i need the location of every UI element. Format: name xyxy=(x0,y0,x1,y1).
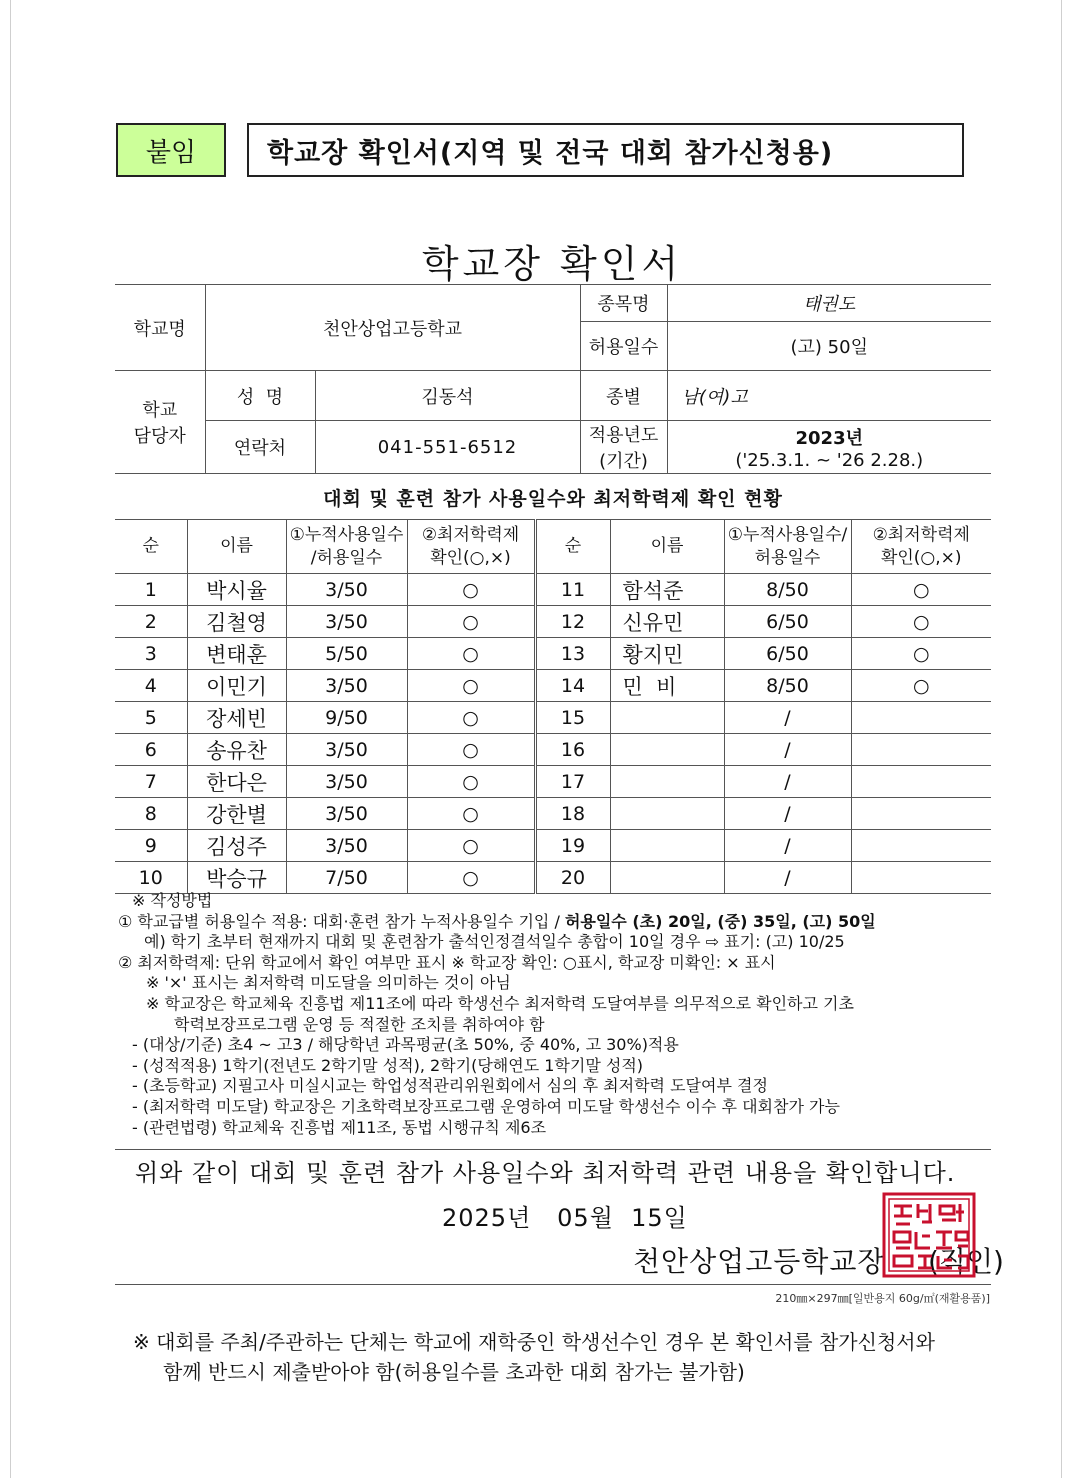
table-row xyxy=(115,670,991,702)
academic-check: ○ xyxy=(407,830,535,862)
confirm-statement: 위와 같이 대회 및 훈련 참가 사용일수와 최저학력 관련 내용을 확인합니다. xyxy=(135,1159,956,1187)
school-label: 학교명 xyxy=(115,285,205,371)
academic-check: ○ xyxy=(851,670,991,702)
academic-check: ○ xyxy=(407,606,535,638)
athlete-name xyxy=(610,862,724,894)
divider-top xyxy=(115,1149,991,1150)
academic-check: ○ xyxy=(407,862,535,894)
footer-line1: ※ 대회를 주최/주관하는 단체는 학교에 재학중인 학생선수인 경우 본 확인서를 참가신청서와 xyxy=(133,1330,935,1354)
notes-heading: ※ 작성방법 xyxy=(132,891,213,910)
academic-check: ○ xyxy=(407,766,535,798)
usage-days: / xyxy=(724,734,851,766)
row-number: 6 xyxy=(115,734,187,766)
athlete-name: 박승규 xyxy=(187,862,286,894)
athlete-name: 한다은 xyxy=(187,766,286,798)
row-number: 10 xyxy=(115,862,187,894)
note-1 xyxy=(118,912,998,933)
contact-value: 041-551-6512 xyxy=(315,421,580,474)
athlete-name: 신유민 xyxy=(610,606,724,638)
table-row xyxy=(115,766,991,798)
academic-check: ○ xyxy=(851,574,991,606)
year-label-line1: 적용년도 xyxy=(588,425,659,446)
col-usage-line2: /허용일수 xyxy=(310,547,383,568)
athlete-name: 함석준 xyxy=(610,574,724,606)
note-2: ② 최저학력제: 단위 학교에서 확인 여부만 표시 ※ 학교장 확인: ○표시, 학교장 미확인: × 표시 xyxy=(118,952,776,972)
name-label: 성 명 xyxy=(205,371,315,421)
academic-check xyxy=(851,862,991,894)
athlete-name: 강한별 xyxy=(187,798,286,830)
academic-check xyxy=(851,702,991,734)
info-table xyxy=(115,284,991,474)
row-number: 4 xyxy=(115,670,187,702)
official-seal-icon xyxy=(882,1192,976,1278)
usage-days: / xyxy=(724,702,851,734)
academic-check xyxy=(851,830,991,862)
usage-days: 3/50 xyxy=(286,670,407,702)
athlete-name xyxy=(610,830,724,862)
allowed-label: 허용일수 xyxy=(580,322,667,371)
athlete-name: 김성주 xyxy=(187,830,286,862)
academic-check: ○ xyxy=(407,798,535,830)
footer-note xyxy=(133,1327,935,1387)
issue-date: 2025년 05월 15일 xyxy=(442,1204,688,1232)
sport-value: 태권도 xyxy=(667,285,991,322)
row-number: 3 xyxy=(115,638,187,670)
table-row xyxy=(115,702,991,734)
athlete-name: 송유찬 xyxy=(187,734,286,766)
usage-days: 3/50 xyxy=(286,766,407,798)
note-1-bold: 허용일수 (초) 20일, (중) 35일, (고) 50일 xyxy=(564,911,876,931)
paper-spec: 210㎜×297㎜[일반용지 60g/㎡(재활용품)] xyxy=(775,1292,990,1305)
seal-note: (직인) xyxy=(928,1245,1004,1278)
usage-days: 3/50 xyxy=(286,830,407,862)
note-dash-1: - (대상/기준) 초4 ~ 고3 / 해당학년 과목평균(초 50%, 중 40%, 고 30%)적용 xyxy=(132,1035,679,1055)
table-row xyxy=(115,574,991,606)
academic-check: ○ xyxy=(407,734,535,766)
athlete-name xyxy=(610,702,724,734)
row-number: 1 xyxy=(115,574,187,606)
athlete-name xyxy=(610,734,724,766)
col-usage-right-line1: ①누적사용일수/ xyxy=(727,524,848,545)
athlete-name: 장세빈 xyxy=(187,702,286,734)
note-dash-3: - (초등학교) 지필고사 미실시교는 학업성적관리위원회에서 심의 후 최저학력 도달여부 결정 xyxy=(132,1076,768,1096)
table-row xyxy=(115,734,991,766)
usage-days: 6/50 xyxy=(724,606,851,638)
year-label-line2: (기간) xyxy=(599,451,648,472)
athlete-name xyxy=(610,798,724,830)
gender-label: 종별 xyxy=(580,371,667,421)
athlete-name: 민 비 xyxy=(610,670,724,702)
col-name: 이름 xyxy=(187,520,286,574)
col-check-line1: ②최저학력제 xyxy=(421,524,520,545)
usage-days: / xyxy=(724,862,851,894)
footer-line2: 함께 반드시 제출받아야 함(허용일수를 초과한 대회 참가는 불가함) xyxy=(163,1360,745,1384)
col-usage-right xyxy=(724,520,851,574)
note-2-sub2-cont: 학력보장프로그램 운영 등 적절한 조치를 취하여야 함 xyxy=(174,1014,545,1034)
table-row xyxy=(115,638,991,670)
table-row xyxy=(115,830,991,862)
academic-check: ○ xyxy=(851,606,991,638)
school-name: 천안상업고등학교 xyxy=(205,285,580,371)
manager-label-line2: 담당자 xyxy=(133,426,186,447)
academic-check: ○ xyxy=(407,702,535,734)
usage-days: / xyxy=(724,766,851,798)
note-dash-4: - (최저학력 미도달) 학교장은 기초학력보장프로그램 운영하여 미도달 학생선수 이수 후 대회참가 가능 xyxy=(132,1096,840,1116)
col-check xyxy=(407,520,535,574)
usage-days: 3/50 xyxy=(286,574,407,606)
period: ('25.3.1. ~ '26 2.28.) xyxy=(735,449,924,471)
row-number: 8 xyxy=(115,798,187,830)
year: 2023년 xyxy=(795,427,863,449)
instructions xyxy=(118,891,998,1138)
col-check-right-line2: 확인(○,×) xyxy=(880,547,962,568)
row-number: 9 xyxy=(115,830,187,862)
usage-days: / xyxy=(724,798,851,830)
table-header-row xyxy=(115,520,991,574)
attachment-tag: 붙임 xyxy=(116,123,226,177)
col-usage xyxy=(286,520,407,574)
usage-days: 3/50 xyxy=(286,734,407,766)
note-dash-2: - (성적적용) 1학기(전년도 2학기말 성적), 2학기(당해연도 1학기말 성적) xyxy=(132,1055,644,1075)
usage-days: 3/50 xyxy=(286,798,407,830)
document-title: 학교장 확인서 xyxy=(421,242,683,286)
usage-days: 5/50 xyxy=(286,638,407,670)
table-row xyxy=(115,798,991,830)
table-row xyxy=(115,862,991,894)
col-name-right: 이름 xyxy=(610,520,724,574)
row-number: 12 xyxy=(535,606,610,638)
usage-days: 8/50 xyxy=(724,574,851,606)
gender-value: 남(여)고 xyxy=(667,371,991,421)
row-number: 16 xyxy=(535,734,610,766)
athlete-name: 황지민 xyxy=(610,638,724,670)
section-title: 대회 및 훈련 참가 사용일수와 최저학력제 확인 현황 xyxy=(323,488,783,510)
row-number: 7 xyxy=(115,766,187,798)
col-no-right: 순 xyxy=(535,520,610,574)
academic-check xyxy=(851,798,991,830)
row-number: 19 xyxy=(535,830,610,862)
note-example: 예) 학기 초부터 현재까지 대회 및 훈련참가 출석인정결석일수 총합이 10일 경우 ⇨ 표기: (고) 10/25 xyxy=(144,932,845,952)
contact-label: 연락처 xyxy=(205,421,315,474)
row-number: 5 xyxy=(115,702,187,734)
usage-days: 6/50 xyxy=(724,638,851,670)
academic-check xyxy=(851,766,991,798)
athlete-name: 변태훈 xyxy=(187,638,286,670)
allowed-value: (고) 50일 xyxy=(667,322,991,371)
row-number: 14 xyxy=(535,670,610,702)
row-number: 11 xyxy=(535,574,610,606)
sport-label: 종목명 xyxy=(580,285,667,322)
header-title: 학교장 확인서(지역 및 전국 대회 참가신청용) xyxy=(247,123,964,177)
athlete-name xyxy=(610,766,724,798)
usage-days: / xyxy=(724,830,851,862)
col-usage-line1: ①누적사용일수 xyxy=(289,524,404,545)
manager-label-line1: 학교 xyxy=(142,400,178,421)
row-number: 17 xyxy=(535,766,610,798)
note-2-sub1: ※ '×' 표시는 최저학력 미도달을 의미하는 것이 아님 xyxy=(146,973,511,993)
col-usage-right-line2: 허용일수 xyxy=(754,547,821,568)
manager-label xyxy=(115,371,205,474)
usage-days: 7/50 xyxy=(286,862,407,894)
note-1-text: ① 학교급별 허용일수 적용: 대회·훈련 참가 누적사용일수 기입 / xyxy=(118,911,565,931)
usage-days: 9/50 xyxy=(286,702,407,734)
usage-days: 8/50 xyxy=(724,670,851,702)
usage-days: 3/50 xyxy=(286,606,407,638)
row-number: 15 xyxy=(535,702,610,734)
col-check-right xyxy=(851,520,991,574)
table-row xyxy=(115,606,991,638)
manager-name: 김동석 xyxy=(315,371,580,421)
signer-name: 천안상업고등학교장 xyxy=(633,1245,886,1278)
col-no: 순 xyxy=(115,520,187,574)
row-number: 20 xyxy=(535,862,610,894)
academic-check: ○ xyxy=(407,670,535,702)
athlete-table xyxy=(115,519,991,894)
col-check-line2: 확인(○,×) xyxy=(430,547,511,568)
row-number: 2 xyxy=(115,606,187,638)
year-label xyxy=(580,421,667,474)
row-number: 13 xyxy=(535,638,610,670)
academic-check: ○ xyxy=(851,638,991,670)
athlete-name: 김철영 xyxy=(187,606,286,638)
note-dash-5: - (관련법령) 학교체육 진흥법 제11조, 동법 시행규칙 제6조 xyxy=(132,1117,547,1137)
academic-check: ○ xyxy=(407,574,535,606)
academic-check: ○ xyxy=(407,638,535,670)
athlete-name: 박시율 xyxy=(187,574,286,606)
note-2-sub2: ※ 학교장은 학교체육 진흥법 제11조에 따라 학생선수 최저학력 도달여부를 의무적으로 확인하고 기초 xyxy=(146,993,854,1013)
athlete-name: 이민기 xyxy=(187,670,286,702)
academic-check xyxy=(851,734,991,766)
col-check-right-line1: ②최저학력제 xyxy=(872,524,970,545)
row-number: 18 xyxy=(535,798,610,830)
divider-bottom xyxy=(115,1284,991,1285)
year-value xyxy=(667,421,991,474)
